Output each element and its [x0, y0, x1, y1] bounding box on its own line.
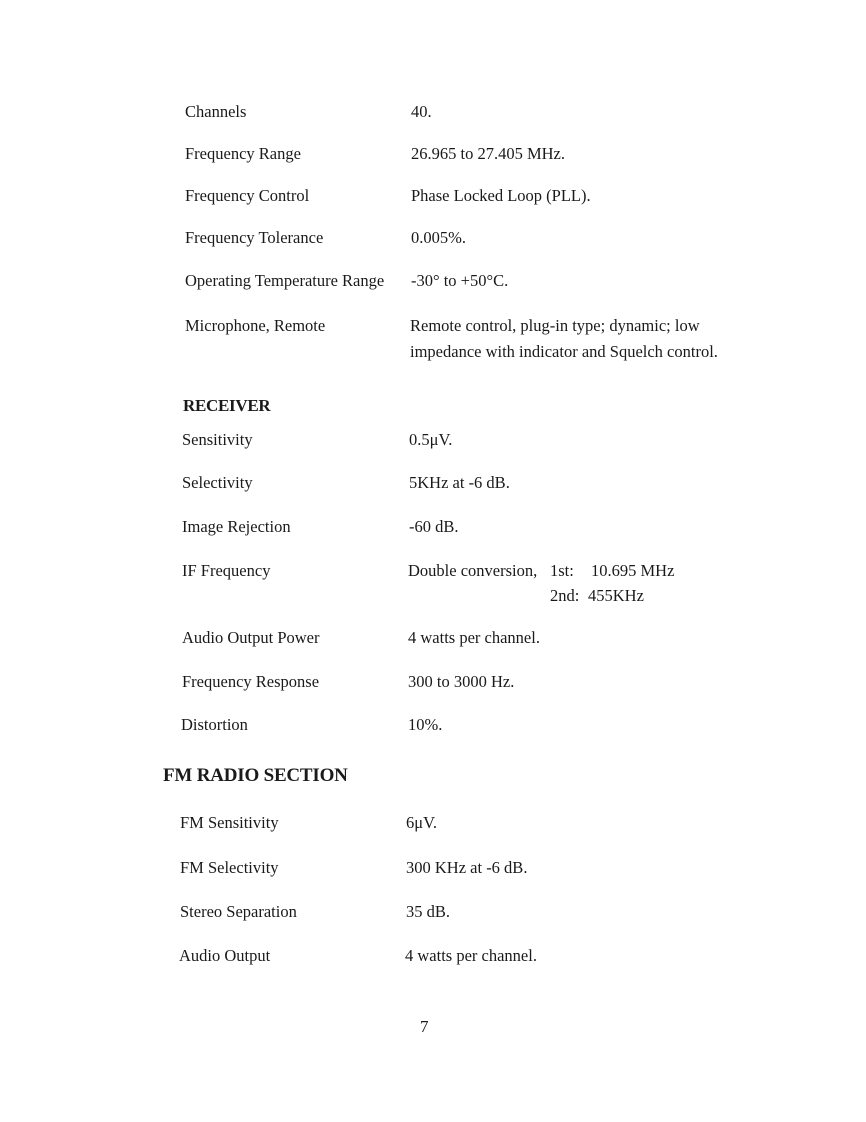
spec-label: Selectivity	[182, 473, 253, 492]
spec-value: -30° to +50°C.	[411, 271, 509, 290]
spec-label: Audio Output	[179, 946, 271, 965]
spec-label: Sensitivity	[182, 430, 253, 449]
spec-value-line1: Remote control, plug-in type; dynamic; low	[410, 316, 700, 335]
fm-radio-heading: FM RADIO SECTION	[163, 765, 348, 786]
spec-label: FM Sensitivity	[180, 813, 279, 832]
spec-value: 4 watts per channel.	[408, 628, 540, 647]
spec-value: -60 dB.	[409, 517, 459, 536]
spec-value: 40.	[411, 102, 432, 121]
spec-value: 35 dB.	[406, 902, 451, 921]
spec-value: 26.965 to 27.405 MHz.	[411, 144, 565, 163]
if-second-value: 455KHz	[588, 586, 644, 605]
page-number: 7	[420, 1017, 429, 1036]
spec-value: 300 KHz at -6 dB.	[406, 858, 528, 877]
spec-label: Microphone, Remote	[185, 316, 326, 335]
spec-value: 0.005%.	[411, 228, 466, 247]
spec-value: 5KHz at -6 dB.	[409, 473, 510, 492]
spec-label: Audio Output Power	[182, 628, 320, 647]
spec-label: Stereo Separation	[180, 902, 297, 921]
spec-label: Frequency Tolerance	[185, 228, 324, 247]
spec-label: Operating Temperature Range	[185, 271, 385, 290]
spec-value: 0.5μV.	[409, 430, 453, 449]
if-first-label: 1st:	[550, 561, 574, 580]
spec-value-line2: impedance with indicator and Squelch control.	[410, 342, 718, 361]
if-second-label: 2nd:	[550, 586, 580, 605]
receiver-heading: RECEIVER	[183, 396, 271, 415]
spec-value: Phase Locked Loop (PLL).	[411, 186, 591, 205]
spec-label: FM Selectivity	[180, 858, 279, 877]
spec-label: IF Frequency	[182, 561, 271, 580]
spec-label: Channels	[185, 102, 247, 121]
spec-label: Frequency Response	[182, 672, 320, 691]
spec-label: Distortion	[181, 715, 248, 734]
if-first-value: 10.695 MHz	[591, 561, 675, 580]
spec-value: 4 watts per channel.	[405, 946, 537, 965]
spec-label: Frequency Range	[185, 144, 301, 163]
spec-label: Image Rejection	[182, 517, 291, 536]
spec-value: 10%.	[408, 715, 443, 734]
spec-label: Frequency Control	[185, 186, 310, 205]
spec-value: 6μV.	[406, 813, 438, 832]
spec-value: 300 to 3000 Hz.	[408, 672, 515, 691]
spec-value: Double conversion,	[408, 561, 538, 580]
